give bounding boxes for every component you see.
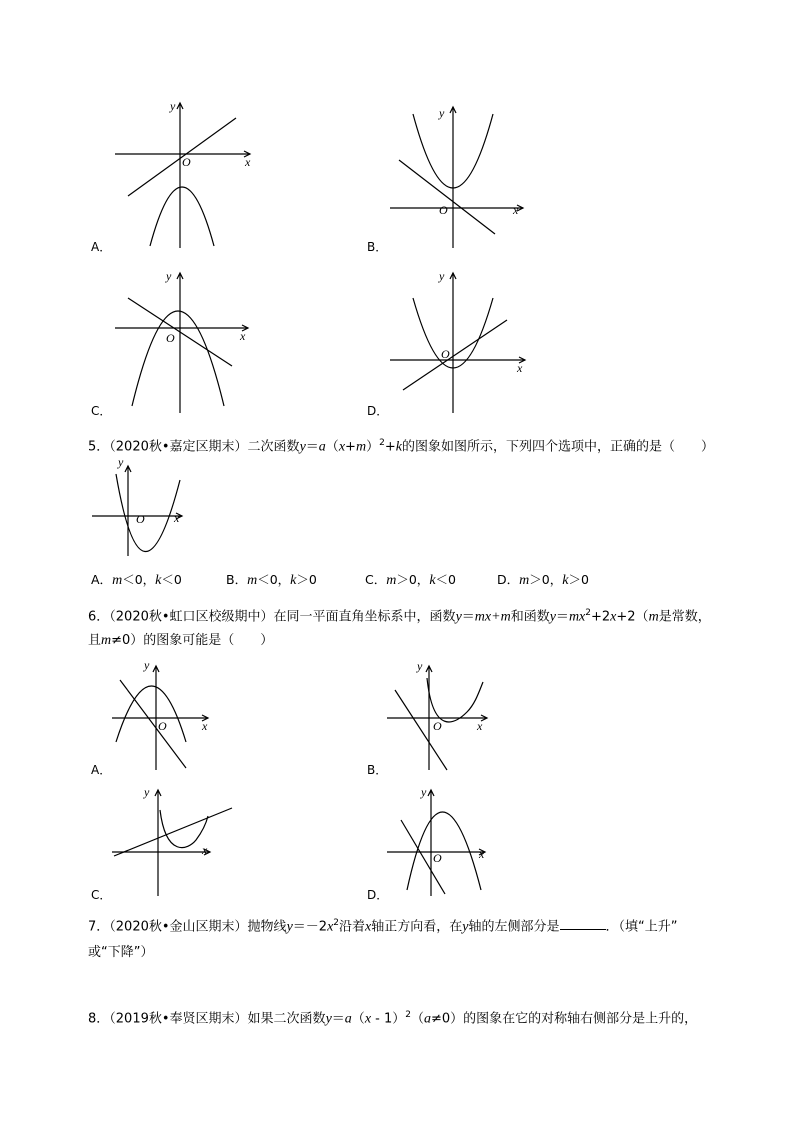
line-graph	[399, 160, 495, 234]
q4-option-b[interactable]: B．	[367, 240, 388, 254]
q4-graph-a	[110, 98, 270, 253]
x-label: x	[245, 155, 251, 169]
q6-option-b[interactable]: B．	[367, 763, 388, 777]
x-label: x	[174, 511, 180, 525]
q6-graph-b	[385, 656, 505, 774]
parabola-graph	[132, 311, 224, 406]
x-label: x	[202, 719, 208, 733]
q4-graph-d	[385, 268, 545, 416]
q5-choice-a[interactable]: A．m＜0，k＜0	[91, 572, 182, 588]
x-label: x	[517, 361, 523, 375]
x-label: x	[479, 847, 485, 861]
origin-label: O	[433, 719, 442, 733]
q4-option-c[interactable]: C．	[91, 404, 112, 418]
answer-blank[interactable]	[560, 917, 606, 930]
q4-graph-c	[110, 268, 270, 416]
q6-source: （2020秋•虹口区校级期中）	[109, 609, 274, 625]
q8-number: 8．	[88, 1011, 110, 1027]
q7-stem-line1: 7．（2020秋•金山区期末）抛物线$y=-2x^2$沿着x轴正方向看，在y轴的左侧部分是 ．（填“上升”	[88, 918, 678, 935]
origin-label: O	[158, 719, 167, 733]
origin-label: O	[182, 155, 191, 169]
q4-graph-b	[385, 102, 545, 252]
origin-label: O	[136, 512, 145, 526]
q6-option-c[interactable]: C．	[91, 888, 112, 902]
q6-number: 6．	[88, 609, 110, 625]
parabola-graph	[116, 474, 180, 552]
line-graph	[403, 320, 507, 390]
origin-label: O	[166, 331, 175, 345]
q5-stem: 5．（2020秋•嘉定区期末）二次函数$y=a(x+m)^2+k$的图象如图所示，下列四个选项中，正确的是（ ）	[88, 438, 714, 455]
q6-graph-d	[385, 782, 505, 900]
q5-graph	[90, 456, 200, 566]
y-label: y	[118, 455, 124, 469]
y-label: y	[144, 785, 150, 799]
y-label: y	[439, 269, 445, 283]
q8-stem: 8．（2019秋•奉贤区期末）如果二次函数y＝a（x - 1）$^2$（a≠0）的图象在它的对称轴右侧部分是上升的，	[88, 1010, 698, 1027]
q6-option-a[interactable]: A．	[91, 763, 112, 777]
origin-label: O	[441, 347, 450, 361]
parabola-graph	[150, 187, 214, 246]
q4-option-a[interactable]: A．	[91, 240, 112, 254]
q5-source: （2020秋•嘉定区期末）	[109, 439, 248, 455]
q5-choice-b[interactable]: B．m＜0，k＞0	[226, 572, 317, 588]
q6-graph-c	[110, 782, 240, 900]
x-label: x	[240, 329, 246, 343]
y-label: y	[417, 659, 423, 673]
line-graph	[120, 680, 186, 768]
q7-stem-line2: 或“下降”）	[88, 945, 154, 960]
q5-choice-d[interactable]: D．m＞0，k＞0	[497, 572, 589, 588]
parabola-graph	[427, 678, 483, 722]
x-label: x	[202, 843, 208, 857]
origin-label: O	[439, 203, 448, 217]
q4-option-d[interactable]: D．	[367, 404, 389, 418]
q6-stem-line2: 且m≠0）的图象可能是（ ）	[88, 633, 274, 648]
y-label: y	[170, 99, 176, 113]
y-label: y	[166, 269, 172, 283]
y-label: y	[421, 785, 427, 799]
y-label: y	[439, 106, 445, 120]
x-label: x	[513, 203, 519, 217]
q7-number: 7．	[88, 919, 110, 935]
parabola-graph	[407, 812, 481, 890]
q5-number: 5．	[88, 439, 110, 455]
x-label: x	[477, 719, 483, 733]
y-label: y	[144, 658, 150, 672]
parabola-graph	[160, 810, 208, 848]
q6-option-d[interactable]: D．	[367, 888, 389, 902]
q6-stem-line1: 6．（2020秋•虹口区校级期中）在同一平面直角坐标系中，函数y＝mx+m和函数$y=mx^2+2x+2(m$是常数，	[88, 608, 711, 625]
q8-source: （2019秋•奉贤区期末）	[109, 1011, 248, 1027]
origin-label: O	[433, 851, 442, 865]
q5-choice-c[interactable]: C．m＞0，k＜0	[365, 572, 456, 588]
q6-graph-a	[110, 656, 230, 774]
parabola-graph	[116, 686, 186, 742]
line-graph	[114, 808, 232, 856]
q7-source: （2020秋•金山区期末）	[109, 919, 248, 935]
